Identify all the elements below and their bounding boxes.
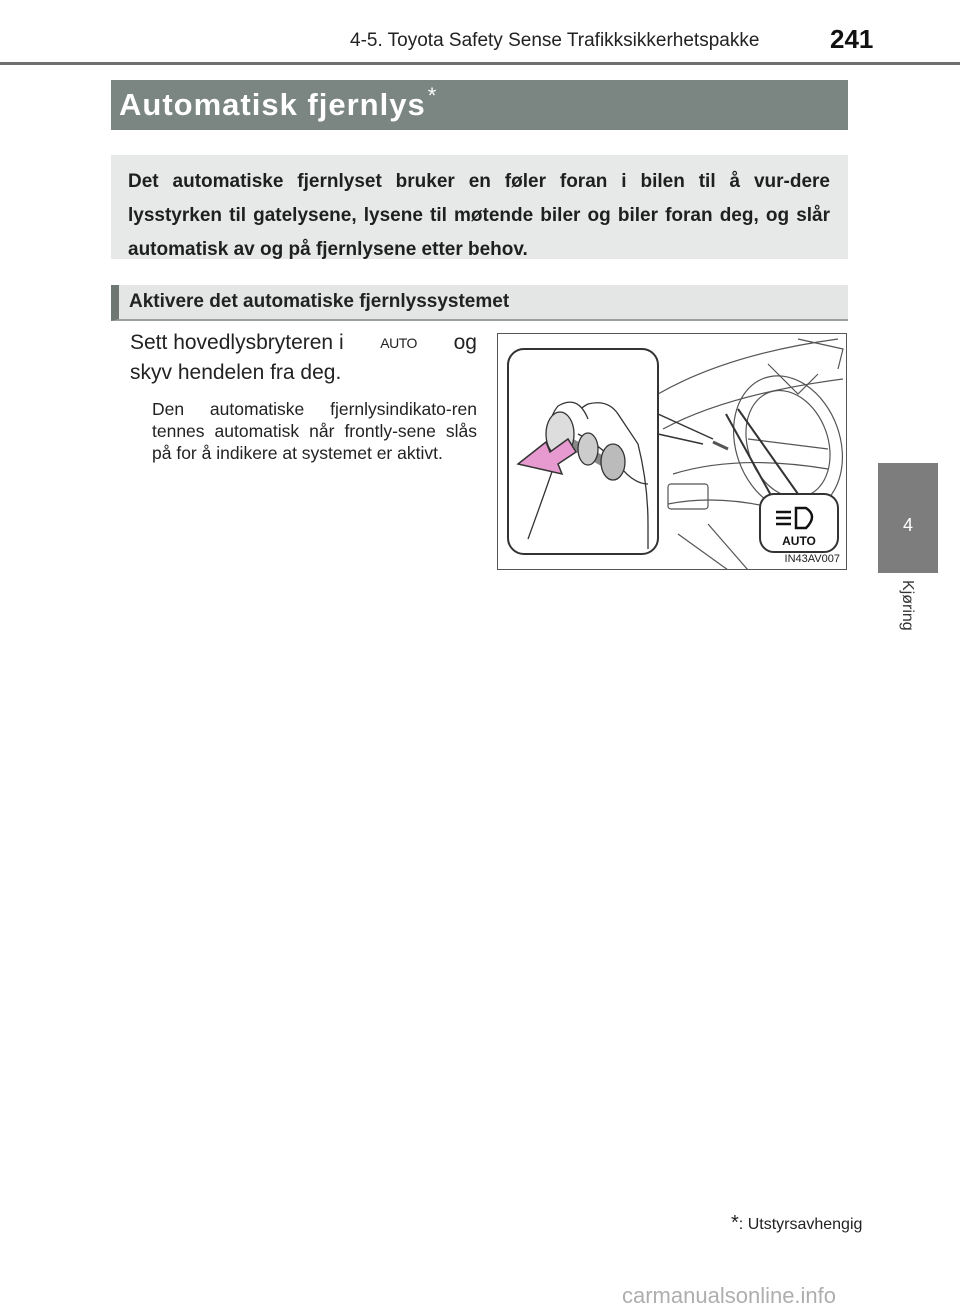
- chapter-number: 4: [902, 515, 913, 535]
- title-bar: [111, 80, 848, 130]
- header-divider: [0, 62, 960, 65]
- page-title: [119, 83, 438, 123]
- illustration-id: IN43AV007: [784, 553, 840, 565]
- note-text: Den automatiske fjernlysindikato-ren tennes automatisk når frontly-sene slås på for å indikere at systemet er aktivt.: [152, 399, 477, 463]
- header-section-title: 4-5. Toyota Safety Sense Trafikksikkerhetspakke: [350, 30, 760, 51]
- chapter-label: Kjøring: [899, 580, 916, 631]
- footnote-text: : Utstyrsavhengig: [738, 1216, 863, 1233]
- intro-text: Det automatiske fjernlyset bruker en føler foran i bilen til å vur-dere lysstyrken til gatelysene, lysene til møtende biler og biler foran deg, og slår automatisk av og på fjernlysene etter behov.: [128, 171, 830, 260]
- illustration: [497, 333, 847, 570]
- section-heading-bar: [111, 285, 848, 321]
- step-text-line2: skyv hendelen fra deg.: [130, 361, 342, 384]
- watermark: carmanualsonline.info: [622, 1283, 837, 1308]
- auto-icon-label: AUTO: [782, 534, 816, 548]
- page-title-text: Automatisk fjernlys: [119, 87, 426, 122]
- auto-headlight-icon: AUTO: [380, 335, 417, 351]
- intro-box: [111, 155, 848, 259]
- section-heading: Aktivere det automatiske fjernlyssystemet: [129, 291, 510, 312]
- page-number: 241: [830, 24, 874, 54]
- lever-illustration: [498, 334, 847, 570]
- asterisk-icon: *: [427, 83, 438, 108]
- step-text-part1: Sett hovedlysbryteren i: [130, 331, 344, 354]
- step-text-part2: og: [453, 331, 477, 354]
- step-instruction: [130, 328, 477, 388]
- asterisk-icon: *: [731, 1212, 739, 1234]
- footnote: [731, 1212, 862, 1235]
- chapter-label-container: [878, 580, 938, 660]
